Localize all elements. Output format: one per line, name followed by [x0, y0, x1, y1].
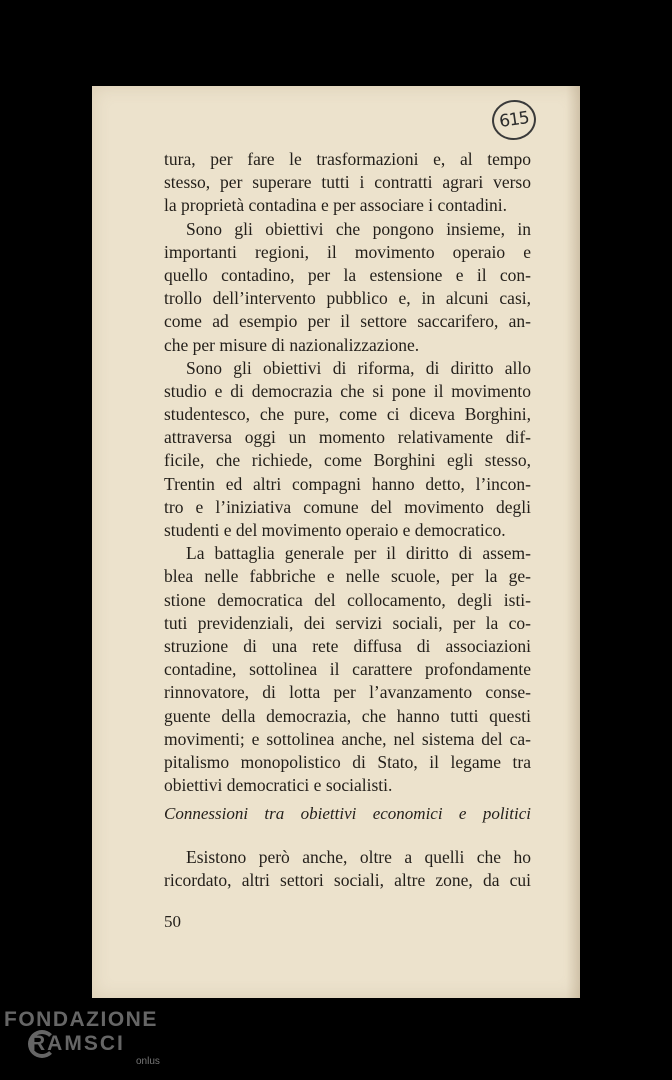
- text-line: che per misure di nazionalizzazione.: [164, 334, 420, 355]
- text-line: quello contadino, per la estensione e il con-: [164, 264, 531, 285]
- text-line: importanti regioni, il movimento operaio e: [164, 241, 531, 262]
- text-line: guente della democrazia, che hanno tutti questi: [164, 705, 531, 726]
- text-line: la proprietà contadina e per associare i contadini.: [164, 195, 508, 216]
- page-number: 50: [164, 912, 181, 931]
- text-line: come ad esempio per il settore saccarifero, an-: [164, 311, 531, 332]
- text-line: Sono gli obiettivi che pongono insieme, in: [186, 218, 531, 239]
- text-line: studio e di democrazia che si pone il movimento: [164, 380, 531, 401]
- logo-line-1: FONDAZIONE: [4, 1008, 158, 1031]
- archive-stamp: 615: [489, 97, 538, 143]
- text-line: stesso, per superare tutti i contratti agrari verso: [164, 172, 531, 193]
- text-line: rinnovatore, di lotta per l’avanzamento conse-: [164, 682, 531, 703]
- logo-g-icon: [28, 1030, 56, 1058]
- text-line: obiettivi democratici e socialisti.: [164, 775, 393, 796]
- text-line: ricordato, altri settori sociali, altre zone, da cui: [164, 870, 531, 891]
- fondazione-gramsci-logo: [4, 1008, 160, 1067]
- text-line: studenti e del movimento operaio e democratico.: [164, 520, 506, 540]
- book-page: [92, 86, 580, 998]
- text-line: trollo dell’intervento pubblico e, in alcuni casi,: [164, 288, 531, 309]
- text-line: contadine, sottolinea il carattere profondamente: [164, 659, 531, 680]
- text-line: tuti previdenziali, dei servizi sociali, per la co-: [164, 612, 531, 633]
- text-line: blea nelle fabbriche e nelle scuole, per la ge-: [164, 566, 531, 587]
- text-line: pitalismo monopolistico di Stato, il legame tra: [164, 751, 531, 772]
- logo-onlus: onlus: [136, 1056, 160, 1067]
- section-heading: Connessioni tra obiettivi economici e politici: [164, 804, 531, 823]
- text-line: tro e l’iniziativa comune del movimento degli: [164, 496, 531, 517]
- text-line: Sono gli obiettivi di riforma, di diritto allo: [186, 357, 531, 378]
- text-line: La battaglia generale per il diritto di assem-: [186, 543, 531, 564]
- text-line: struzione di una rete diffusa di associazioni: [164, 635, 531, 656]
- body-text: [164, 148, 531, 797]
- text-line: tura, per fare le trasformazioni e, al tempo: [164, 149, 531, 169]
- text-line: Trentin ed altri compagni hanno detto, l’incon-: [164, 473, 531, 494]
- text-line: movimenti; e sottolinea anche, nel sistema del ca-: [164, 728, 531, 749]
- second-paragraph: [164, 846, 531, 892]
- text-line: Esistono però anche, oltre a quelli che ho: [186, 847, 531, 867]
- logo-line-2: RAMSCI: [30, 1032, 125, 1055]
- text-line: stione democratica del collocamento, degli isti-: [164, 589, 531, 610]
- text-line: ficile, che richiede, come Borghini egli stesso,: [164, 450, 531, 471]
- text-line: attraversa oggi un momento relativamente dif-: [164, 427, 531, 448]
- text-line: studentesco, che pure, come ci diceva Borghini,: [164, 404, 531, 425]
